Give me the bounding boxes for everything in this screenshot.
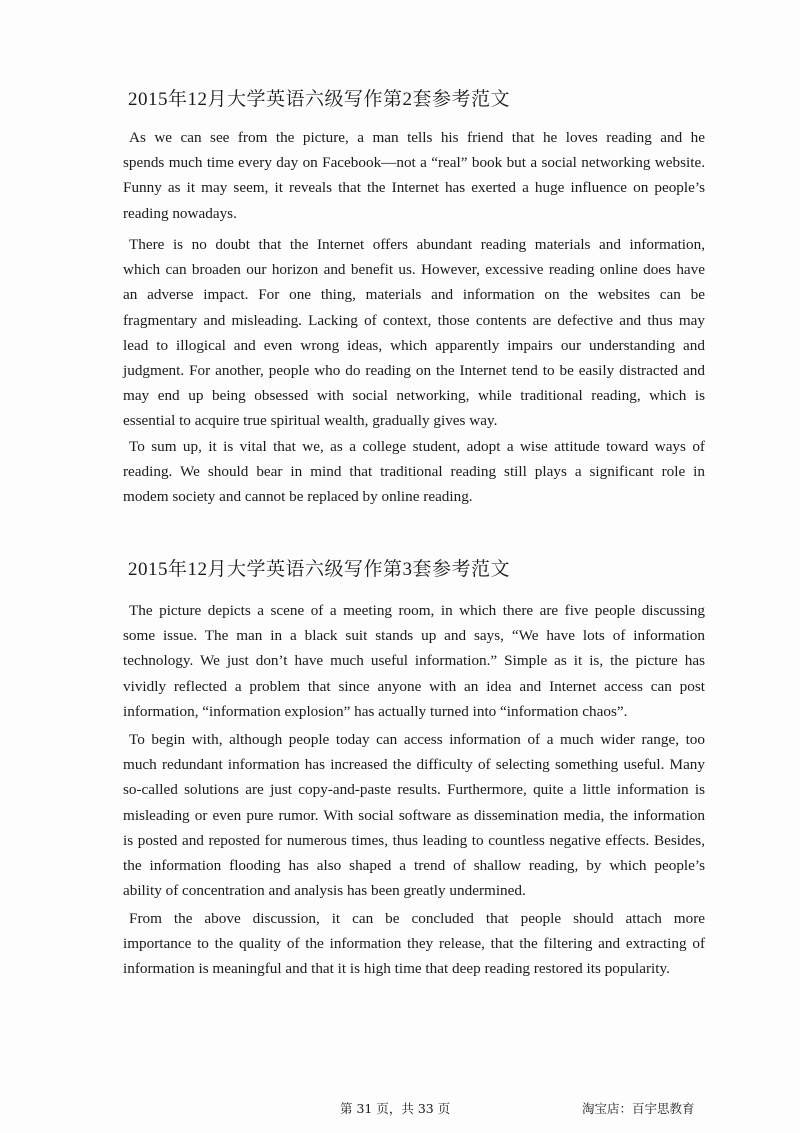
- text-line: technology. We just don’t have much useful information.” Simple as it is, the picture has: [123, 652, 705, 670]
- text-line: lead to illogical and even wrong ideas, which apparently impairs our understanding and: [123, 336, 705, 354]
- text-line: information is meaningful and that it is high time that deep reading restored its popularity.: [123, 960, 670, 978]
- text-line: To begin with, although people today can access information of a much wider range, too: [129, 731, 705, 748]
- text-line: much redundant information has increased the difficulty of selecting something useful. Many: [123, 756, 705, 774]
- text-line: ability of concentration and analysis has been greatly undermined.: [123, 882, 526, 900]
- text-line: some issue. The man in a black suit stands up and says, “We have lots of information: [123, 627, 705, 645]
- text-line: From the above discussion, it can be concluded that people should attach more: [129, 910, 705, 927]
- shop-label: 淘宝店：百宇思教育: [582, 1101, 695, 1116]
- text-line: so-called solutions are just copy-and-paste results. Furthermore, quite a little information is: [123, 781, 705, 799]
- section-heading: 2015年12月大学英语六级写作第2套参考范文: [128, 89, 511, 110]
- text-line: To sum up, it is vital that we, as a college student, adopt a wise attitude toward ways of: [129, 438, 705, 455]
- section-heading: 2015年12月大学英语六级写作第3套参考范文: [128, 559, 511, 580]
- text-line: reading. We should bear in mind that traditional reading still plays a significant role in: [123, 463, 705, 481]
- paragraph: [123, 434, 705, 510]
- text-line: The picture depicts a scene of a meeting room, in which there are five people discussing: [129, 602, 705, 619]
- text-line: There is no doubt that the Internet offers abundant reading materials and information,: [129, 236, 705, 253]
- text-line: information, “information explosion” has actually turned into “information chaos”.: [123, 702, 628, 720]
- text-line: vividly reflected a problem that since anyone with an idea and Internet access can post: [123, 677, 705, 695]
- text-line: reading nowadays.: [123, 204, 237, 222]
- paragraph: [123, 906, 705, 982]
- text-line: spends much time every day on Facebook—not a “real” book but a social networking website.: [123, 154, 705, 172]
- text-line: importance to the quality of the information they release, that the filtering and extracting of: [123, 935, 705, 953]
- text-line: modem society and cannot be replaced by online reading.: [123, 488, 473, 506]
- text-line: may end up being obsessed with social networking, while traditional reading, which is: [123, 387, 705, 405]
- text-line: As we can see from the picture, a man tells his friend that he loves reading and he: [129, 129, 705, 146]
- paragraph: [123, 598, 705, 724]
- text-line: fragmentary and misleading. Lacking of context, those contents are defective and thus may: [123, 311, 705, 329]
- text-line: judgment. For another, people who do reading on the Internet tend to be easily distracted and: [123, 362, 705, 380]
- text-line: essential to acquire true spiritual wealth, gradually gives way.: [123, 412, 498, 430]
- page-number: 第 31 页，共 33 页: [340, 1101, 451, 1116]
- paragraph: [123, 727, 705, 903]
- text-line: an adverse impact. For one thing, materials and information on the websites can be: [123, 286, 705, 304]
- text-line: the information flooding has also shaped a trend of shallow reading, by which people’s: [123, 857, 705, 875]
- paragraph: [123, 125, 705, 226]
- text-line: misleading or even pure rumor. With social software as dissemination media, the information: [123, 806, 705, 824]
- text-line: is posted and reposted for numerous times, thus leading to countless negative effects. Besides,: [123, 831, 705, 849]
- paragraph: [123, 232, 705, 434]
- text-line: Funny as it may seem, it reveals that the Internet has exerted a huge influence on people’s: [123, 179, 705, 197]
- text-line: which can broaden our horizon and benefit us. However, excessive reading online does have: [123, 261, 705, 279]
